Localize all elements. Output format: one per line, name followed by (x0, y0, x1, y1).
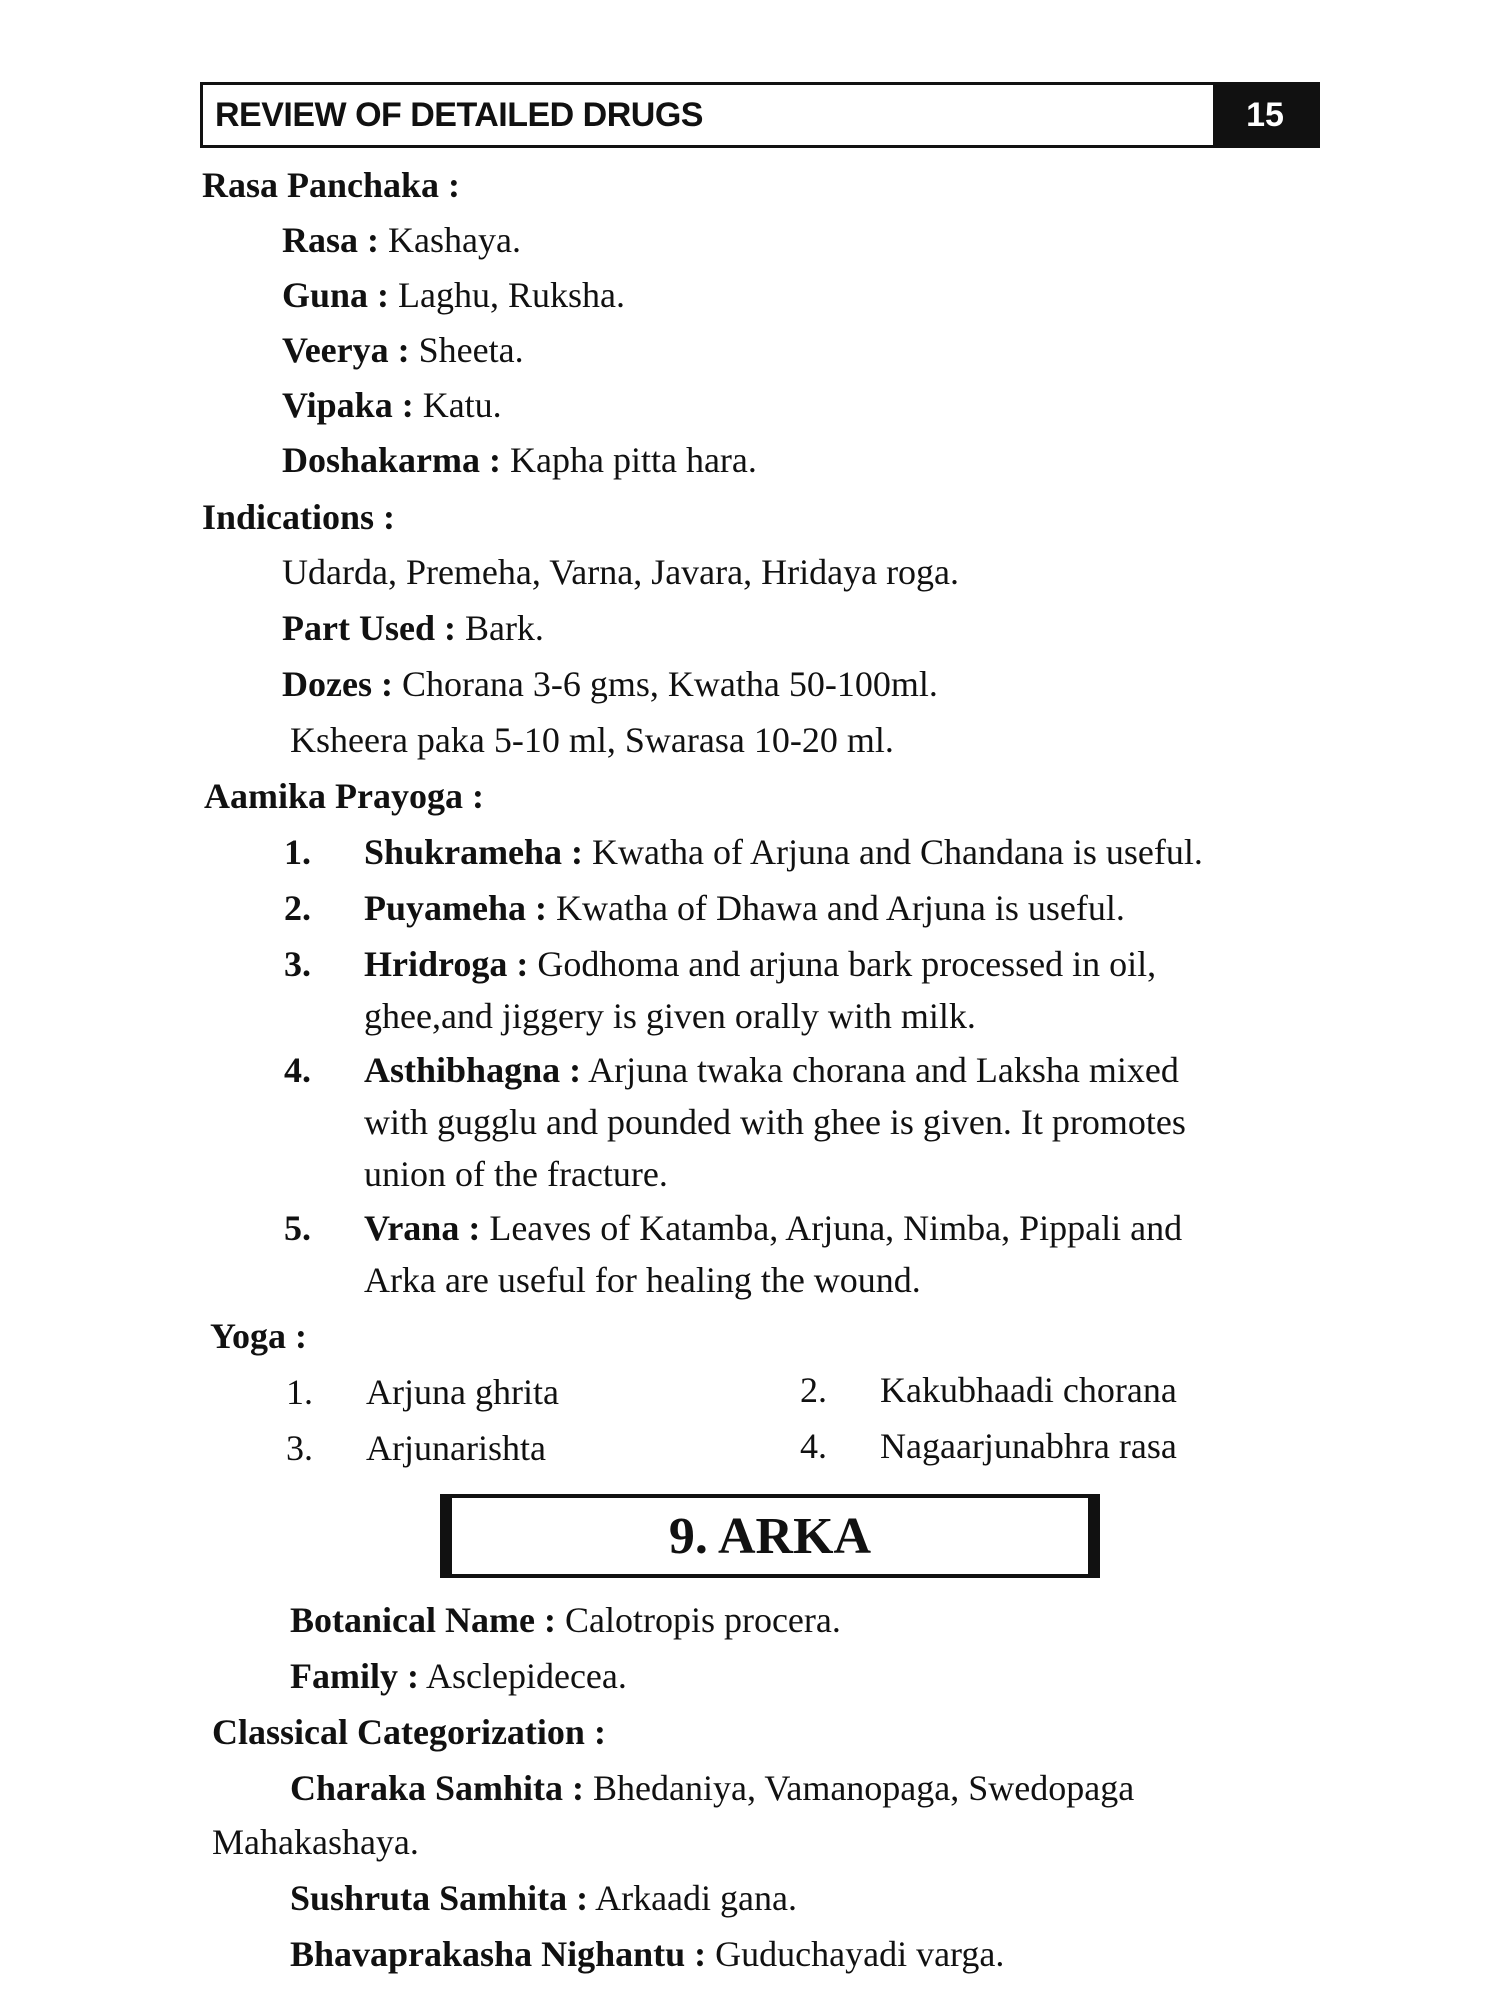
doses-label: Dozes : (282, 664, 393, 704)
part-used-line (282, 606, 544, 650)
charaka-line (290, 1766, 1134, 1810)
aamika-item-label: Asthibhagna : (364, 1050, 582, 1090)
botanical-name-line (290, 1598, 841, 1642)
doses-value: Chorana 3-6 gms, Kwatha 50-100ml. (392, 664, 938, 704)
aamika-item-text: Kwatha of Arjuna and Chandana is useful. (583, 832, 1203, 872)
aamika-item (364, 830, 1203, 874)
header-title: REVIEW OF DETAILED DRUGS (215, 95, 703, 134)
rasa-panchaka-heading: Rasa Panchaka : (202, 165, 461, 205)
aamika-item-number: 3. (284, 944, 311, 984)
family-label: Family : (290, 1656, 419, 1696)
yoga-item: Arjuna ghrita (366, 1372, 559, 1412)
guna-label: Guna : (282, 275, 390, 315)
aamika-item (364, 1206, 1182, 1250)
aamika-item (364, 1048, 1179, 1092)
guna-value: Laghu, Ruksha. (389, 275, 626, 315)
botanical-name-label: Botanical Name : (290, 1600, 556, 1640)
aamika-heading: Aamika Prayoga : (204, 776, 484, 816)
veerya-label: Veerya : (282, 330, 410, 370)
aamika-item-number: 2. (284, 888, 311, 928)
aamika-item-number: 5. (284, 1208, 311, 1248)
section-title: 9. ARKA (668, 1507, 872, 1565)
aamika-item-label: Vrana : (364, 1208, 481, 1248)
vipaka-label: Vipaka : (282, 385, 414, 425)
aamika-item-text: Kwatha of Dhawa and Arjuna is useful. (547, 888, 1125, 928)
section-title-box (440, 1494, 1100, 1578)
aamika-item-number: 1. (284, 832, 311, 872)
aamika-item-label: Puyameha : (364, 888, 547, 928)
yoga-heading: Yoga : (210, 1316, 307, 1356)
aamika-item (364, 942, 1156, 986)
classical-categorization-heading: Classical Categorization : (212, 1712, 606, 1752)
yoga-item-number: 1. (286, 1372, 313, 1412)
bhavaprakasha-label: Bhavaprakasha Nighantu : (290, 1934, 707, 1974)
rasa-value: Kashaya. (379, 220, 521, 260)
indications-text: Udarda, Premeha, Varna, Javara, Hridaya roga. (282, 552, 960, 592)
rasa-line (282, 218, 521, 262)
charaka-line-2: Mahakashaya. (212, 1822, 419, 1862)
indications-heading: Indications : (202, 497, 396, 537)
running-header (200, 82, 1320, 148)
page-number: 15 (1213, 85, 1317, 145)
vipaka-line (282, 383, 502, 427)
doses-line (282, 662, 938, 706)
doshakarma-line (282, 438, 757, 482)
bhavaprakasha-value: Guduchayadi varga. (706, 1934, 1005, 1974)
sushruta-label: Sushruta Samhita : (290, 1878, 589, 1918)
yoga-item: Nagaarjunabhra rasa (880, 1426, 1177, 1466)
bhavaprakasha-line (290, 1932, 1004, 1976)
sushruta-value: Arkaadi gana. (588, 1878, 797, 1918)
botanical-name-value: Calotropis procera. (555, 1600, 841, 1640)
family-value: Asclepidecea. (418, 1656, 627, 1696)
vipaka-value: Katu. (413, 385, 502, 425)
part-used-label: Part Used : (282, 608, 456, 648)
yoga-item: Arjunarishta (366, 1428, 546, 1468)
guna-line (282, 273, 625, 317)
aamika-item-text: Leaves of Katamba, Arjuna, Nimba, Pippali and (480, 1208, 1183, 1248)
sushruta-line (290, 1876, 797, 1920)
aamika-item-number: 4. (284, 1050, 311, 1090)
veerya-line (282, 328, 524, 372)
doshakarma-value: Kapha pitta hara. (501, 440, 757, 480)
veerya-value: Sheeta. (409, 330, 524, 370)
aamika-item-text: Arjuna twaka chorana and Laksha mixed (581, 1050, 1179, 1090)
family-line (290, 1654, 627, 1698)
aamika-item-text: Godhoma and arjuna bark processed in oil, (528, 944, 1157, 984)
part-used-value: Bark. (455, 608, 544, 648)
charaka-value: Bhedaniya, Vamanopaga, Swedopaga (584, 1768, 1135, 1808)
aamika-item (364, 886, 1125, 930)
aamika-item-label: Hridroga : (364, 944, 529, 984)
yoga-item-number: 3. (286, 1428, 313, 1468)
yoga-item: Kakubhaadi chorana (880, 1370, 1177, 1410)
aamika-item-label: Shukrameha : (364, 832, 584, 872)
aamika-item-continuation: union of the fracture. (364, 1154, 668, 1194)
aamika-item-continuation: ghee,and jiggery is given orally with milk. (364, 996, 976, 1036)
charaka-label: Charaka Samhita : (290, 1768, 585, 1808)
doshakarma-label: Doshakarma : (282, 440, 502, 480)
rasa-label: Rasa : (282, 220, 379, 260)
yoga-item-number: 4. (800, 1426, 827, 1466)
aamika-item-continuation: with gugglu and pounded with ghee is given. It promotes (364, 1102, 1186, 1142)
yoga-item-number: 2. (800, 1370, 827, 1410)
aamika-item-continuation: Arka are useful for healing the wound. (364, 1260, 921, 1300)
doses-line-2: Ksheera paka 5-10 ml, Swarasa 10-20 ml. (290, 720, 894, 760)
